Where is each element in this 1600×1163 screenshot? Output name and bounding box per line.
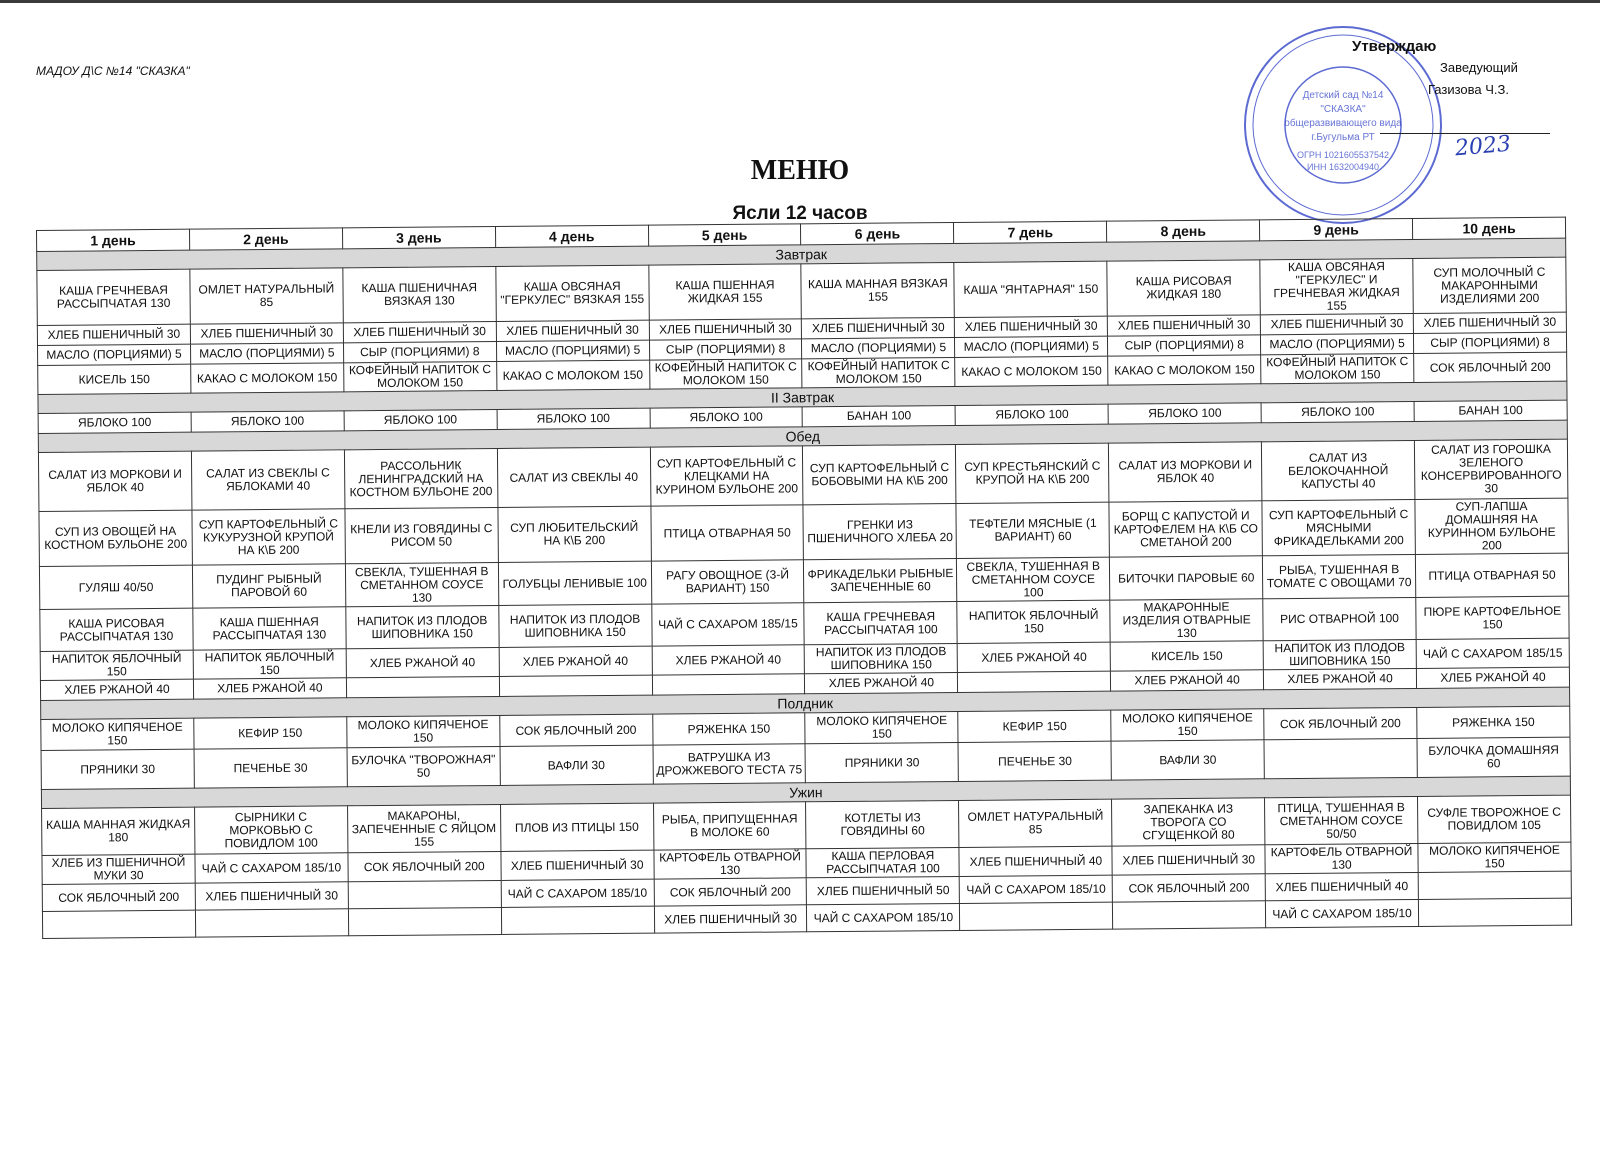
menu-cell: НАПИТОК ЯБЛОЧНЫЙ 150 <box>193 649 346 679</box>
approval-heading: Утверждаю <box>1352 38 1437 55</box>
menu-cell: ХЛЕБ ПШЕНИЧНЫЙ 50 <box>807 876 960 904</box>
day-header-3: 3 день <box>342 226 495 248</box>
menu-cell: КАКАО С МОЛОКОМ 150 <box>955 356 1108 386</box>
menu-table <box>36 217 1572 939</box>
menu-cell: КАША РИСОВАЯ ЖИДКАЯ 180 <box>1107 260 1260 316</box>
day-header-7: 7 день <box>954 221 1107 243</box>
menu-cell: ХЛЕБ РЖАНОЙ 40 <box>193 678 346 699</box>
menu-cell: ЧАЙ С САХАРОМ 185/15 <box>1416 638 1569 668</box>
menu-cell: ПРЯНИКИ 30 <box>805 742 958 782</box>
menu-cell: ЧАЙ С САХАРОМ 185/10 <box>1266 899 1419 927</box>
menu-cell: СОК ЯБЛОЧНЫЙ 200 <box>654 878 807 906</box>
menu-cell: ГРЕНКИ ИЗ ПШЕНИЧНОГО ХЛЕБА 20 <box>803 503 956 559</box>
menu-cell: СОК ЯБЛОЧНЫЙ 200 <box>499 714 652 746</box>
menu-cell: БУЛОЧКА "ТВОРОЖНАЯ" 50 <box>347 746 500 786</box>
menu-cell <box>348 907 501 935</box>
menu-cell: СЫР (ПОРЦИЯМИ) 8 <box>1413 332 1566 353</box>
menu-cell: ХЛЕБ РЖАНОЙ 40 <box>346 647 499 677</box>
menu-cell: БАНАН 100 <box>803 405 956 426</box>
menu-cell: БИТОЧКИ ПАРОВЫЕ 60 <box>1110 556 1263 600</box>
menu-cell: ЧАЙ С САХАРОМ 185/10 <box>807 903 960 931</box>
menu-cell: ПРЯНИКИ 30 <box>41 749 194 789</box>
scan-top-edge <box>0 0 1600 3</box>
menu-cell <box>499 675 652 696</box>
menu-cell: РЯЖЕНКА 150 <box>652 713 805 745</box>
menu-cell: КОТЛЕТЫ ИЗ ГОВЯДИНЫ 60 <box>806 800 959 848</box>
menu-table-body <box>37 238 1572 938</box>
menu-cell: СУП КАРТОФЕЛЬНЫЙ С БОБОВЫМИ НА К\Б 200 <box>803 444 956 504</box>
menu-cell: ЯБЛОКО 100 <box>1108 403 1261 424</box>
page-title: МЕНЮ <box>750 155 850 186</box>
menu-cell: КАША МАННАЯ ВЯЗКАЯ 155 <box>801 262 954 318</box>
menu-cell: МОЛОКО КИПЯЧЕНОЕ 150 <box>41 718 194 750</box>
menu-cell: КОФЕЙНЫЙ НАПИТОК С МОЛОКОМ 150 <box>802 357 955 387</box>
menu-cell: ХЛЕБ ПШЕНИЧНЫЙ 30 <box>654 905 807 933</box>
meal-name: II Завтрак <box>38 381 1567 413</box>
day-header-1: 1 день <box>37 229 190 251</box>
menu-cell: ЯБЛОКО 100 <box>191 411 344 432</box>
menu-cell: ХЛЕБ РЖАНОЙ 40 <box>652 645 805 675</box>
menu-cell: ХЛЕБ РЖАНОЙ 40 <box>40 679 193 700</box>
menu-cell <box>501 906 654 934</box>
menu-cell: СУП КАРТОФЕЛЬНЫЙ С КЛЕЦКАМИ НА КУРИНОМ БУЛЬОНЕ 200 <box>650 446 803 506</box>
menu-cell: ХЛЕБ ПШЕНИЧНЫЙ 30 <box>1260 313 1413 334</box>
menu-cell: СЫРНИКИ С МОРКОВЬЮ С ПОВИДЛОМ 100 <box>194 806 347 854</box>
menu-cell: САЛАТ ИЗ МОРКОВИ И ЯБЛОК 40 <box>38 451 191 511</box>
menu-cell <box>960 902 1113 930</box>
menu-cell: СЫР (ПОРЦИЯМИ) 8 <box>649 339 802 360</box>
menu-cell: ЧАЙ С САХАРОМ 185/10 <box>960 875 1113 903</box>
menu-cell <box>958 671 1111 692</box>
menu-cell: СУП-ЛАПША ДОМАШНЯЯ НА КУРИННОМ БУЛЬОНЕ 200 <box>1415 498 1568 554</box>
menu-cell: РЫБА, ПРИПУЩЕННАЯ В МОЛОКЕ 60 <box>653 802 806 850</box>
menu-cell: СУП МОЛОЧНЫЙ С МАКАРОННЫМИ ИЗДЕЛИЯМИ 200 <box>1413 257 1566 313</box>
day-header-4: 4 день <box>495 225 648 247</box>
menu-cell <box>195 909 348 937</box>
menu-cell: МАКАРОННЫЕ ИЗДЕЛИЯ ОТВАРНЫЕ 130 <box>1110 599 1263 642</box>
menu-cell: КАКАО С МОЛОКОМ 150 <box>1108 355 1261 385</box>
menu-cell: КАРТОФЕЛЬ ОТВАРНОЙ 130 <box>1265 843 1418 873</box>
menu-cell: СОК ЯБЛОЧНЫЙ 200 <box>1264 707 1417 739</box>
menu-cell: ХЛЕБ РЖАНОЙ 40 <box>805 672 958 693</box>
menu-cell: ХЛЕБ ИЗ ПШЕНИЧНОЙ МУКИ 30 <box>42 854 195 884</box>
menu-cell: НАПИТОК ИЗ ПЛОДОВ ШИПОВНИКА 150 <box>498 604 651 647</box>
menu-cell: ХЛЕБ ПШЕНИЧНЫЙ 30 <box>37 324 190 345</box>
menu-cell: МАСЛО (ПОРЦИЯМИ) 5 <box>955 336 1108 357</box>
menu-cell: ЯБЛОКО 100 <box>1261 401 1414 422</box>
menu-cell: НАПИТОК ИЗ ПЛОДОВ ШИПОВНИКА 150 <box>346 605 499 648</box>
menu-cell <box>1113 901 1266 929</box>
menu-cell: СВЕКЛА, ТУШЕННАЯ В СМЕТАННОМ СОУСЕ 100 <box>957 557 1110 601</box>
menu-cell: КАША ПШЕННАЯ РАССЫПЧАТАЯ 130 <box>193 607 346 650</box>
menu-cell: ПТИЦА ОТВАРНАЯ 50 <box>650 505 803 561</box>
svg-text:ИНН 1632004940: ИНН 1632004940 <box>1306 162 1380 172</box>
menu-cell: САЛАТ ИЗ МОРКОВИ И ЯБЛОК 40 <box>1109 442 1262 502</box>
menu-cell: ХЛЕБ ПШЕНИЧНЫЙ 30 <box>649 319 802 340</box>
menu-cell: РАГУ ОВОЩНОЕ (3-Й ВАРИАНТ) 150 <box>651 560 804 604</box>
menu-cell: НАПИТОК ИЗ ПЛОДОВ ШИПОВНИКА 150 <box>805 643 958 673</box>
menu-cell: САЛАТ ИЗ ГОРОШКА ЗЕЛЕНОГО КОНСЕРВИРОВАННОГО 30 <box>1414 439 1567 499</box>
menu-cell <box>346 676 499 697</box>
day-header-2: 2 день <box>189 228 342 250</box>
signature-year: 2023 <box>1454 131 1512 162</box>
menu-cell: ВАТРУШКА ИЗ ДРОЖЖЕВОГО ТЕСТА 75 <box>653 744 806 784</box>
menu-cell: КАША ПШЕНИЧНАЯ ВЯЗКАЯ 130 <box>343 266 496 322</box>
menu-cell: СУП КРЕСТЬЯНСКИЙ С КРУПОЙ НА К\Б 200 <box>956 443 1109 503</box>
menu-cell: НАПИТОК ЯБЛОЧНЫЙ 150 <box>40 650 193 680</box>
svg-text:общеразвивающего вида: общеразвивающего вида <box>1284 118 1402 129</box>
menu-cell: ХЛЕБ РЖАНОЙ 40 <box>957 642 1110 672</box>
menu-cell: СВЕКЛА, ТУШЕННАЯ В СМЕТАННОМ СОУСЕ 130 <box>345 562 498 606</box>
menu-cell: ХЛЕБ РЖАНОЙ 40 <box>1264 668 1417 689</box>
menu-cell: КНЕЛИ ИЗ ГОВЯДИНЫ С РИСОМ 50 <box>345 507 498 563</box>
menu-cell: СОК ЯБЛОЧНЫЙ 200 <box>42 883 195 911</box>
menu-cell: ХЛЕБ ПШЕНИЧНЫЙ 30 <box>1413 312 1566 333</box>
menu-cell: ЧАЙ С САХАРОМ 185/10 <box>195 853 348 883</box>
menu-cell: ЧАЙ С САХАРОМ 185/10 <box>501 879 654 907</box>
menu-cell: НАПИТОК ИЗ ПЛОДОВ ШИПОВНИКА 150 <box>1263 639 1416 669</box>
menu-cell: ЯБЛОКО 100 <box>344 409 497 430</box>
menu-cell: ПЮРЕ КАРТОФЕЛЬНОЕ 150 <box>1416 596 1569 639</box>
menu-cell: КАКАО С МОЛОКОМ 150 <box>191 363 344 393</box>
menu-cell: САЛАТ ИЗ СВЕКЛЫ 40 <box>497 447 650 507</box>
menu-cell: КОФЕЙНЫЙ НАПИТОК С МОЛОКОМ 150 <box>1261 353 1414 383</box>
menu-cell: БУЛОЧКА ДОМАШНЯЯ 60 <box>1417 737 1570 777</box>
menu-cell: ХЛЕБ ПШЕНИЧНЫЙ 30 <box>190 323 343 344</box>
menu-cell: РИС ОТВАРНОЙ 100 <box>1263 597 1416 640</box>
menu-cell: СУП КАРТОФЕЛЬНЫЙ С МЯСНЫМИ ФРИКАДЕЛЬКАМИ 200 <box>1262 499 1415 555</box>
menu-cell <box>348 880 501 908</box>
menu-cell: КАША "ЯНТАРНАЯ" 150 <box>954 261 1107 317</box>
meal-name: Ужин <box>41 776 1570 808</box>
menu-cell: САЛАТ ИЗ СВЕКЛЫ С ЯБЛОКАМИ 40 <box>191 450 344 510</box>
menu-cell: ПТИЦА ОТВАРНАЯ 50 <box>1415 553 1568 597</box>
svg-text:ОГРН 1021605537542: ОГРН 1021605537542 <box>1297 150 1389 160</box>
menu-cell: МАСЛО (ПОРЦИЯМИ) 5 <box>38 344 191 365</box>
menu-cell: МАКАРОНЫ, ЗАПЕЧЕННЫЕ С ЯЙЦОМ 155 <box>347 804 500 852</box>
menu-cell: КАША ГРЕЧНЕВАЯ РАССЫПЧАТАЯ 130 <box>37 269 190 325</box>
menu-cell: МАСЛО (ПОРЦИЯМИ) 5 <box>190 343 343 364</box>
menu-cell: САЛАТ ИЗ БЕЛОКОЧАННОЙ КАПУСТЫ 40 <box>1262 440 1415 500</box>
menu-cell: КОФЕЙНЫЙ НАПИТОК С МОЛОКОМ 150 <box>649 359 802 389</box>
menu-cell: ФРИКАДЕЛЬКИ РЫБНЫЕ ЗАПЕЧЕННЫЕ 60 <box>804 558 957 602</box>
meal-name: Обед <box>38 420 1567 452</box>
menu-cell: СУФЛЕ ТВОРОЖНОЕ С ПОВИДЛОМ 105 <box>1418 795 1571 843</box>
menu-cell: ЗАПЕКАНКА ИЗ ТВОРОГА СО СГУЩЕНКОЙ 80 <box>1112 798 1265 846</box>
menu-cell: КАША ОВСЯНАЯ "ГЕРКУЛЕС" ВЯЗКАЯ 155 <box>496 265 649 321</box>
menu-cell: КАША РИСОВАЯ РАССЫПЧАТАЯ 130 <box>40 608 193 651</box>
menu-table-wrapper <box>36 217 1572 939</box>
menu-cell: БАНАН 100 <box>1414 400 1567 421</box>
page-subtitle: Ясли 12 часов <box>732 203 868 224</box>
menu-cell: КИСЕЛЬ 150 <box>38 364 191 394</box>
menu-cell: ГУЛЯШ 40/50 <box>39 565 192 609</box>
organization-name: МАДОУ Д\С №14 "СКАЗКА" <box>36 64 190 78</box>
menu-cell: СУП КАРТОФЕЛЬНЫЙ С КУКУРУЗНОЙ КРУПОЙ НА К\Б 200 <box>192 509 345 565</box>
menu-cell: ХЛЕБ ПШЕНИЧНЫЙ 30 <box>501 850 654 880</box>
menu-cell <box>1264 738 1417 778</box>
menu-cell: МАСЛО (ПОРЦИЯМИ) 5 <box>1261 333 1414 354</box>
day-header-10: 10 день <box>1412 217 1565 239</box>
menu-cell: ОМЛЕТ НАТУРАЛЬНЫЙ 85 <box>190 268 343 324</box>
menu-cell: КЕФИР 150 <box>958 710 1111 742</box>
menu-cell: СОК ЯБЛОЧНЫЙ 200 <box>1112 874 1265 902</box>
menu-cell: КАША МАННАЯ ЖИДКАЯ 180 <box>42 807 195 855</box>
menu-cell: КИСЕЛЬ 150 <box>1110 641 1263 671</box>
menu-cell: ЯБЛОКО 100 <box>497 408 650 429</box>
signature-line <box>1380 133 1550 134</box>
menu-cell: ОМЛЕТ НАТУРАЛЬНЫЙ 85 <box>959 799 1112 847</box>
menu-cell: МАСЛО (ПОРЦИЯМИ) 5 <box>496 340 649 361</box>
menu-cell: ПУДИНГ РЫБНЫЙ ПАРОВОЙ 60 <box>192 564 345 608</box>
menu-cell: РЯЖЕНКА 150 <box>1417 706 1570 738</box>
menu-cell: ХЛЕБ РЖАНОЙ 40 <box>1111 670 1264 691</box>
menu-cell: МОЛОКО КИПЯЧЕНОЕ 150 <box>805 711 958 743</box>
menu-cell: ХЛЕБ ПШЕНИЧНЫЙ 40 <box>959 846 1112 876</box>
menu-cell: БОРЩ С КАПУСТОЙ И КАРТОФЕЛЕМ НА К\Б СО СМЕТАНОЙ 200 <box>1109 501 1262 557</box>
menu-cell: КАША ОВСЯНАЯ "ГЕРКУЛЕС" И ГРЕЧНЕВАЯ ЖИДКАЯ 155 <box>1260 258 1413 314</box>
menu-cell: ЯБЛОКО 100 <box>955 404 1108 425</box>
menu-cell: МОЛОКО КИПЯЧЕНОЕ 150 <box>347 715 500 747</box>
menu-cell: КАКАО С МОЛОКОМ 150 <box>496 360 649 390</box>
menu-cell: ХЛЕБ ПШЕНИЧНЫЙ 30 <box>955 316 1108 337</box>
menu-cell: КАША ПЕРЛОВАЯ РАССЫПЧАТАЯ 100 <box>806 847 959 877</box>
menu-cell: МОЛОКО КИПЯЧЕНОЕ 150 <box>1111 709 1264 741</box>
menu-cell: КОФЕЙНЫЙ НАПИТОК С МОЛОКОМ 150 <box>343 361 496 391</box>
menu-cell: РАССОЛЬНИК ЛЕНИНГРАДСКИЙ НА КОСТНОМ БУЛЬОНЕ 200 <box>344 448 497 508</box>
menu-cell <box>1418 898 1571 926</box>
menu-cell: ПЛОВ ИЗ ПТИЦЫ 150 <box>500 803 653 851</box>
menu-cell: СОК ЯБЛОЧНЫЙ 200 <box>348 851 501 881</box>
menu-cell: РЫБА, ТУШЕННАЯ В ТОМАТЕ С ОВОЩАМИ 70 <box>1263 554 1416 598</box>
approval-name: Газизова Ч.З. <box>1428 82 1510 97</box>
day-header-9: 9 день <box>1260 218 1413 240</box>
menu-cell <box>652 674 805 695</box>
menu-cell: ГОЛУБЦЫ ЛЕНИВЫЕ 100 <box>498 561 651 605</box>
meal-name: Полдник <box>41 687 1570 719</box>
menu-cell: ЯБЛОКО 100 <box>38 412 191 433</box>
day-header-5: 5 день <box>648 224 801 246</box>
menu-cell: ХЛЕБ ПШЕНИЧНЫЙ 30 <box>802 317 955 338</box>
menu-cell: СУП ИЗ ОВОЩЕЙ НА КОСТНОМ БУЛЬОНЕ 200 <box>39 510 192 566</box>
menu-cell <box>42 910 195 938</box>
menu-cell: ПЕЧЕНЬЕ 30 <box>194 748 347 788</box>
menu-cell: ХЛЕБ ПШЕНИЧНЫЙ 30 <box>1108 315 1261 336</box>
menu-cell: СУП ЛЮБИТЕЛЬСКИЙ НА К\Б 200 <box>498 506 651 562</box>
menu-cell: СОК ЯБЛОЧНЫЙ 200 <box>1414 352 1567 382</box>
menu-cell: ВАФЛИ 30 <box>500 745 653 785</box>
menu-cell: ВАФЛИ 30 <box>1111 740 1264 780</box>
menu-cell: ХЛЕБ ПШЕНИЧНЫЙ 30 <box>496 320 649 341</box>
menu-cell: СЫР (ПОРЦИЯМИ) 8 <box>1108 335 1261 356</box>
svg-text:"СКАЗКА": "СКАЗКА" <box>1320 104 1366 115</box>
menu-cell <box>1418 871 1571 899</box>
meal-name: Завтрак <box>37 238 1566 270</box>
menu-cell: ПТИЦА, ТУШЕННАЯ В СМЕТАННОМ СОУСЕ 50/50 <box>1265 796 1418 844</box>
menu-cell: СЫР (ПОРЦИЯМИ) 8 <box>343 341 496 362</box>
menu-cell: ХЛЕБ ПШЕНИЧНЫЙ 30 <box>1112 845 1265 875</box>
menu-cell: ХЛЕБ ПШЕНИЧНЫЙ 40 <box>1265 872 1418 900</box>
approval-role: Заведующий <box>1440 60 1518 75</box>
menu-cell: КЕФИР 150 <box>194 717 347 749</box>
svg-text:г.Бугульма РТ: г.Бугульма РТ <box>1311 132 1375 143</box>
menu-cell: КАША ПШЕННАЯ ЖИДКАЯ 155 <box>648 264 801 320</box>
menu-cell: ХЛЕБ ПШЕНИЧНЫЙ 30 <box>195 882 348 910</box>
menu-cell: ЧАЙ С САХАРОМ 185/15 <box>651 603 804 646</box>
menu-cell: ХЛЕБ ПШЕНИЧНЫЙ 30 <box>343 321 496 342</box>
menu-cell: ХЛЕБ РЖАНОЙ 40 <box>499 646 652 676</box>
menu-cell: МОЛОКО КИПЯЧЕНОЕ 150 <box>1418 842 1571 872</box>
menu-cell: ЯБЛОКО 100 <box>650 407 803 428</box>
menu-cell: ТЕФТЕЛИ МЯСНЫЕ (1 ВАРИАНТ) 60 <box>956 502 1109 558</box>
day-header-8: 8 день <box>1107 220 1260 242</box>
menu-cell: ПЕЧЕНЬЕ 30 <box>958 741 1111 781</box>
svg-text:Детский сад №14: Детский сад №14 <box>1302 90 1384 101</box>
day-header-6: 6 день <box>801 222 954 244</box>
menu-cell: МАСЛО (ПОРЦИЯМИ) 5 <box>802 337 955 358</box>
menu-cell: КАША ГРЕЧНЕВАЯ РАССЫПЧАТАЯ 100 <box>804 601 957 644</box>
menu-cell: ХЛЕБ РЖАНОЙ 40 <box>1416 667 1569 688</box>
menu-cell: КАРТОФЕЛЬ ОТВАРНОЙ 130 <box>653 849 806 879</box>
menu-cell: НАПИТОК ЯБЛОЧНЫЙ 150 <box>957 600 1110 643</box>
